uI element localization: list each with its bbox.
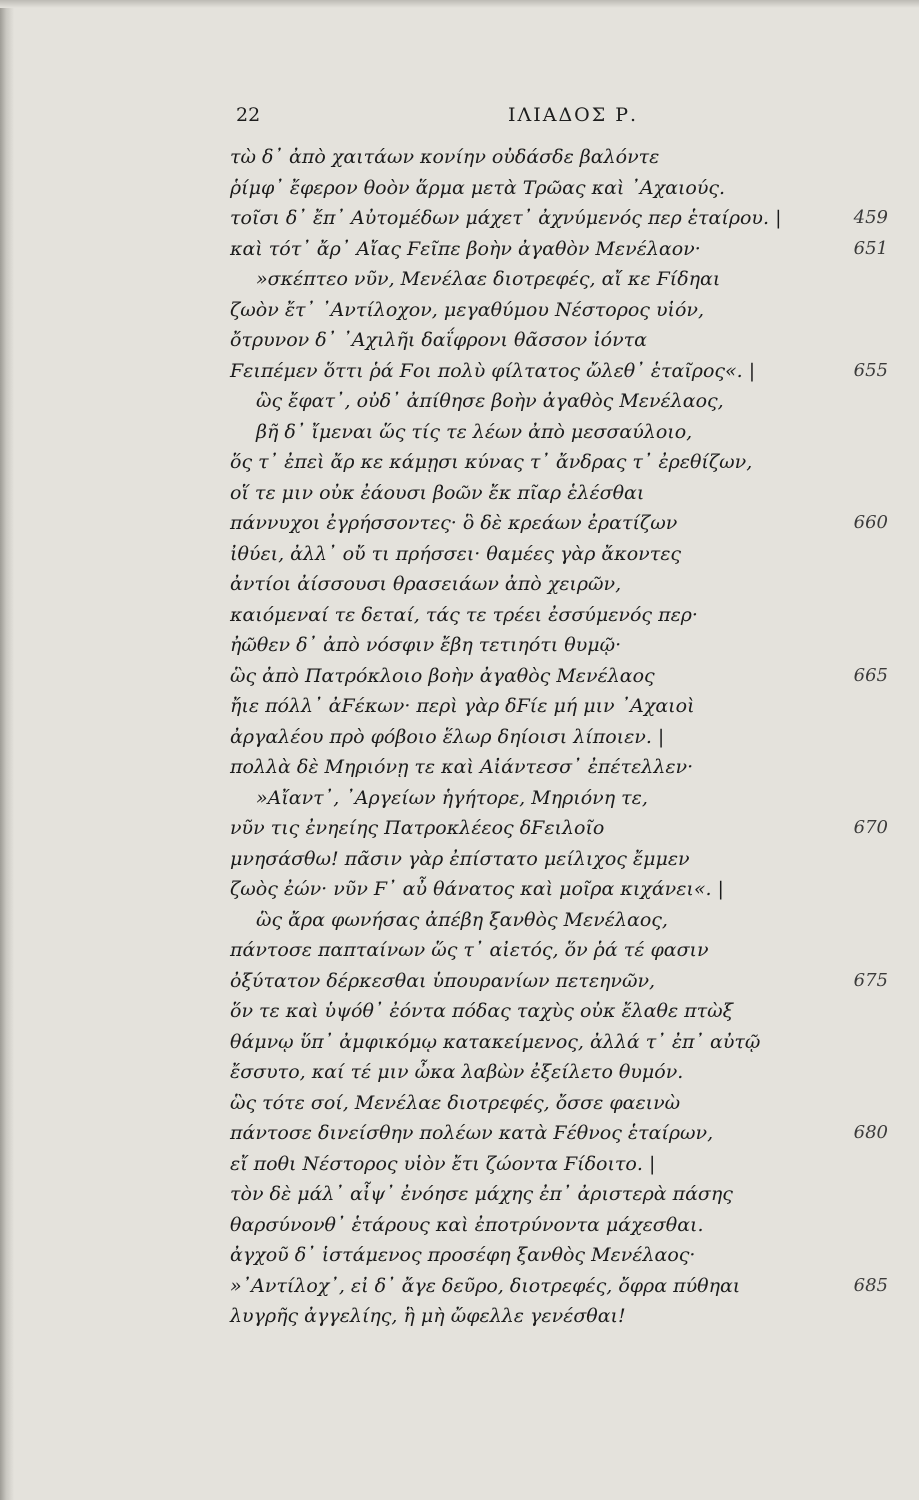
- verse-text: ὅς τ᾽ ἐπεὶ ἄρ κε κάμῃσι κύνας τ᾽ ἄνδρας τ᾽ ἐρεθίζων,: [230, 451, 753, 473]
- verse-line: [230, 1057, 890, 1088]
- verse-text: ὄτρυνον δ᾽ ᾽Αχιλῆι δαΐφρονι θᾶσσον ἰόντα: [230, 329, 648, 351]
- verse-text: »σκέπτεο νῦν, Μενέλαε διοτρεφές, αἴ κε Ϝίδηαι: [256, 268, 721, 290]
- verse-text: ὣς ἄρα φωνήσας ἀπέβη ξανθὸς Μενέλαος,: [256, 908, 668, 931]
- verse-line: [230, 508, 890, 539]
- verse-text: τοῖσι δ᾽ ἔπ᾽ Αὐτομέδων μάχετ᾽ ἀχνύμενός περ ἑταίρου. |: [230, 207, 782, 229]
- verse-line: [230, 691, 890, 722]
- verse-line: [230, 569, 890, 600]
- verse-text: βῆ δ᾽ ἴμεναι ὥς τίς τε λέων ἀπὸ μεσσαύλοιο,: [256, 420, 693, 443]
- verse-line: [230, 966, 890, 997]
- verse-text: πάντοσε παπταίνων ὥς τ᾽ αἰετός, ὅν ῥά τέ φασιν: [230, 939, 709, 961]
- verse-line: [230, 1088, 890, 1119]
- line-number: 665: [853, 664, 888, 686]
- verse-text: ἔσσυτο, καί τέ μιν ὦκα λαβὼν ἐξείλετο θυμόν.: [230, 1061, 684, 1083]
- verse-text: πάντοσε δινείσθην πολέων κατὰ Ϝέθνος ἑταίρων,: [230, 1122, 714, 1144]
- verse-line: [230, 1027, 890, 1058]
- verse-text: τὸν δὲ μάλ᾽ αἶψ᾽ ἐνόησε μάχης ἐπ᾽ ἀριστερὰ πάσης: [230, 1183, 733, 1205]
- verse-line: [230, 356, 890, 387]
- verse-text: νῦν τις ἐνηείης Πατροκλέεος δϜειλοῖο: [230, 817, 605, 839]
- verse-line: [230, 1118, 890, 1149]
- verse-text: ῥίμφ᾽ ἔφερον θοὸν ἅρμα μετὰ Τρῶας καὶ ᾽Αχαιούς.: [230, 176, 726, 199]
- verse-text: ὣς ἀπὸ Πατρόκλοιο βοὴν ἀγαθὸς Μενέλαος: [230, 664, 655, 687]
- verse-text: ὣς τότε σοί, Μενέλαε διοτρεφές, ὄσσε φαεινὼ: [230, 1091, 681, 1114]
- verse-line: [230, 783, 890, 814]
- verse-line: [230, 1210, 890, 1241]
- page-number: 22: [236, 104, 261, 126]
- verse-line: [230, 325, 890, 356]
- verse-line: [230, 447, 890, 478]
- verse-line: [230, 752, 890, 783]
- verse-line: [230, 1240, 890, 1271]
- verse-text: ἤιε πόλλ᾽ ἀϜέκων· περὶ γὰρ δϜίε μή μιν ᾽Αχαιοὶ: [230, 695, 695, 717]
- verse-line: [230, 1301, 890, 1332]
- verse-line: [230, 1179, 890, 1210]
- verse-line: [230, 386, 890, 417]
- verse-text: ὣς ἔφατ᾽, οὐδ᾽ ἀπίθησε βοὴν ἀγαθὸς Μενέλαος,: [256, 390, 724, 412]
- verse-block: [230, 142, 890, 1332]
- verse-text: θαρσύνονθ᾽ ἑτάρους καὶ ἐποτρύνοντα μάχεσθαι.: [230, 1213, 704, 1236]
- verse-line: [230, 234, 890, 265]
- verse-line: [230, 203, 890, 234]
- verse-line: [230, 935, 890, 966]
- verse-text: ἠῶθεν δ᾽ ἀπὸ νόσφιν ἔβη τετιηότι θυμῷ·: [230, 634, 622, 656]
- verse-line: [230, 844, 890, 875]
- verse-text: ζωὸς ἐών· νῦν Ϝ᾽ αὖ θάνατος καὶ μοῖρα κιχάνει«. |: [230, 878, 724, 900]
- line-number: 655: [853, 359, 888, 381]
- line-number: 459: [853, 207, 888, 228]
- verse-line: [230, 905, 890, 936]
- verse-text: Ϝειπέμεν ὅττι ῥά Ϝοι πολὺ φίλτατος ὤλεθ᾽ ἑταῖρος«. |: [230, 359, 756, 382]
- verse-text: θάμνῳ ὕπ᾽ ἀμφικόμῳ κατακείμενος, ἀλλά τ᾽ ἐπ᾽ αὐτῷ: [230, 1030, 761, 1053]
- verse-text: μνησάσθω! πᾶσιν γὰρ ἐπίστατο μείλιχος ἔμμεν: [230, 847, 690, 870]
- page-top-shadow: [0, 0, 919, 8]
- verse-line: [230, 722, 890, 753]
- line-number: 675: [853, 969, 888, 991]
- verse-text: καιόμεναί τε δεταί, τάς τε τρέει ἐσσύμενός περ·: [230, 603, 698, 626]
- verse-text: οἵ τε μιν οὐκ ἐάουσι βοῶν ἔκ πῖαρ ἑλέσθαι: [230, 481, 645, 504]
- line-number: 651: [853, 237, 888, 259]
- verse-line: [230, 539, 890, 570]
- verse-line: [230, 417, 890, 448]
- verse-text: λυγρῆς ἀγγελίης, ἣ μὴ ὤφελλε γενέσθαι!: [230, 1305, 626, 1327]
- line-number: 670: [853, 817, 888, 838]
- line-number: 660: [853, 512, 888, 533]
- verse-text: ὅν τε καὶ ὑψόθ᾽ ἐόντα πόδας ταχὺς οὐκ ἔλαθε πτὼξ: [230, 1000, 734, 1022]
- verse-line: [230, 630, 890, 661]
- verse-text: »᾽Αντίλοχ᾽, εἰ δ᾽ ἄγε δεῦρο, διοτρεφές, ὄφρα πύθηαι: [230, 1274, 741, 1297]
- verse-line: [230, 295, 890, 326]
- verse-line: [230, 996, 890, 1027]
- line-number: 685: [853, 1274, 888, 1296]
- verse-text: ἀργαλέου πρὸ φόβοιο ἕλωρ δηίοισι λίποιεν. |: [230, 725, 665, 748]
- verse-line: [230, 173, 890, 204]
- line-number: 680: [853, 1122, 888, 1143]
- verse-line: [230, 264, 890, 295]
- verse-line: [230, 661, 890, 692]
- verse-text: ἀντίοι ἀίσσουσι θρασειάων ἀπὸ χειρῶν,: [230, 573, 622, 595]
- verse-line: [230, 874, 890, 905]
- running-title: ΙΛΙΑΔΟΣ Ρ.: [508, 104, 639, 126]
- verse-text: τὼ δ᾽ ἀπὸ χαιτάων κονίην οὐδάσδε βαλόντε: [230, 146, 660, 168]
- verse-line: [230, 142, 890, 173]
- verse-text: ὀξύτατον δέρκεσθαι ὑπουρανίων πετεηνῶν,: [230, 969, 656, 992]
- verse-line: [230, 1271, 890, 1302]
- verse-text: ζωὸν ἔτ᾽ ᾽Αντίλοχον, μεγαθύμου Νέστορος υἱόν,: [230, 298, 705, 321]
- verse-line: [230, 1149, 890, 1180]
- verse-line: [230, 478, 890, 509]
- verse-text: »Αἴαντ᾽, ᾽Αργείων ἡγήτορε, Μηριόνη τε,: [256, 786, 648, 809]
- verse-text: πολλὰ δὲ Μηριόνῃ τε καὶ Αἰάντεσσ᾽ ἐπέτελλεν·: [230, 756, 694, 778]
- verse-text: ἰθύει, ἀλλ᾽ οὔ τι πρήσσει· θαμέες γὰρ ἄκοντες: [230, 542, 682, 565]
- verse-text: πάννυχοι ἐγρήσσοντες· ὃ δὲ κρεάων ἐρατίζων: [230, 512, 678, 534]
- verse-line: [230, 813, 890, 844]
- verse-text: καὶ τότ᾽ ἄρ᾽ Αἴας Ϝεῖπε βοὴν ἀγαθὸν Μενέλαον·: [230, 237, 701, 260]
- verse-text: εἴ ποθι Νέστορος υἱὸν ἔτι ζώοντα Ϝίδοιτο. |: [230, 1152, 656, 1175]
- verse-line: [230, 600, 890, 631]
- page-edge-shadow: [0, 0, 14, 1500]
- verse-text: ἀγχοῦ δ᾽ ἱστάμενος προσέφη ξανθὸς Μενέλαος·: [230, 1244, 696, 1266]
